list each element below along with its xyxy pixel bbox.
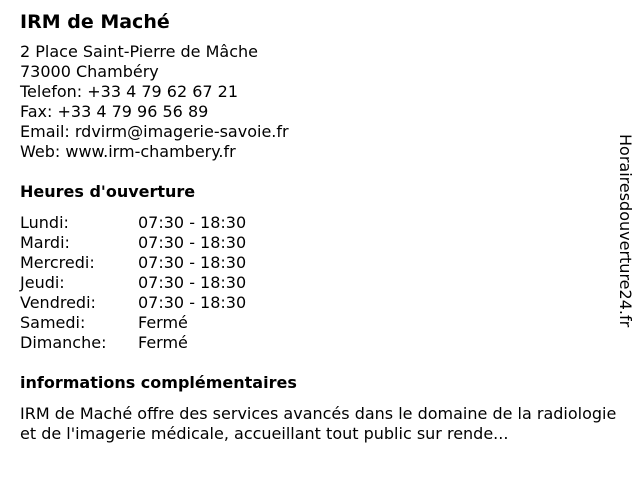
day-label: Lundi: bbox=[20, 213, 69, 232]
business-info-card bbox=[20, 10, 628, 444]
day-hours: 07:30 - 18:30 bbox=[138, 233, 247, 252]
day-label: Dimanche: bbox=[20, 333, 107, 352]
day-label: Mardi: bbox=[20, 233, 70, 252]
day-hours: Fermé bbox=[138, 333, 188, 352]
day-label: Jeudi: bbox=[20, 273, 65, 292]
day-label: Samedi: bbox=[20, 313, 86, 332]
hours-row-friday bbox=[20, 293, 628, 313]
day-hours: 07:30 - 18:30 bbox=[138, 273, 247, 292]
hours-row-wednesday bbox=[20, 253, 628, 273]
fax-line: Fax: +33 4 79 96 56 89 bbox=[20, 102, 209, 121]
day-label: Vendredi: bbox=[20, 293, 96, 312]
opening-hours-table bbox=[20, 213, 628, 353]
address-city: 73000 Chambéry bbox=[20, 62, 159, 81]
contact-block bbox=[20, 42, 628, 162]
site-watermark: Horairesdouverture24.fr bbox=[616, 134, 635, 328]
day-hours: 07:30 - 18:30 bbox=[138, 253, 247, 272]
address-street: 2 Place Saint-Pierre de Mâche bbox=[20, 42, 258, 61]
additional-info-heading: informations complémentaires bbox=[20, 373, 297, 392]
business-name: IRM de Maché bbox=[20, 11, 170, 33]
additional-info-text: IRM de Maché offre des services avancés dans le domaine de la radiologie et de l'imagerie médicale, accueillant tout public sur rende... bbox=[20, 404, 617, 443]
opening-hours-heading: Heures d'ouverture bbox=[20, 182, 196, 201]
day-label: Mercredi: bbox=[20, 253, 95, 272]
hours-row-thursday bbox=[20, 273, 628, 293]
hours-row-tuesday bbox=[20, 233, 628, 253]
hours-row-saturday bbox=[20, 313, 628, 333]
hours-row-sunday bbox=[20, 333, 628, 353]
day-hours: 07:30 - 18:30 bbox=[138, 213, 247, 232]
hours-row-monday bbox=[20, 213, 628, 233]
phone-line: Telefon: +33 4 79 62 67 21 bbox=[20, 82, 239, 101]
web-line: Web: www.irm-chambery.fr bbox=[20, 142, 236, 161]
day-hours: 07:30 - 18:30 bbox=[138, 293, 247, 312]
day-hours: Fermé bbox=[138, 313, 188, 332]
email-line: Email: rdvirm@imagerie-savoie.fr bbox=[20, 122, 289, 141]
